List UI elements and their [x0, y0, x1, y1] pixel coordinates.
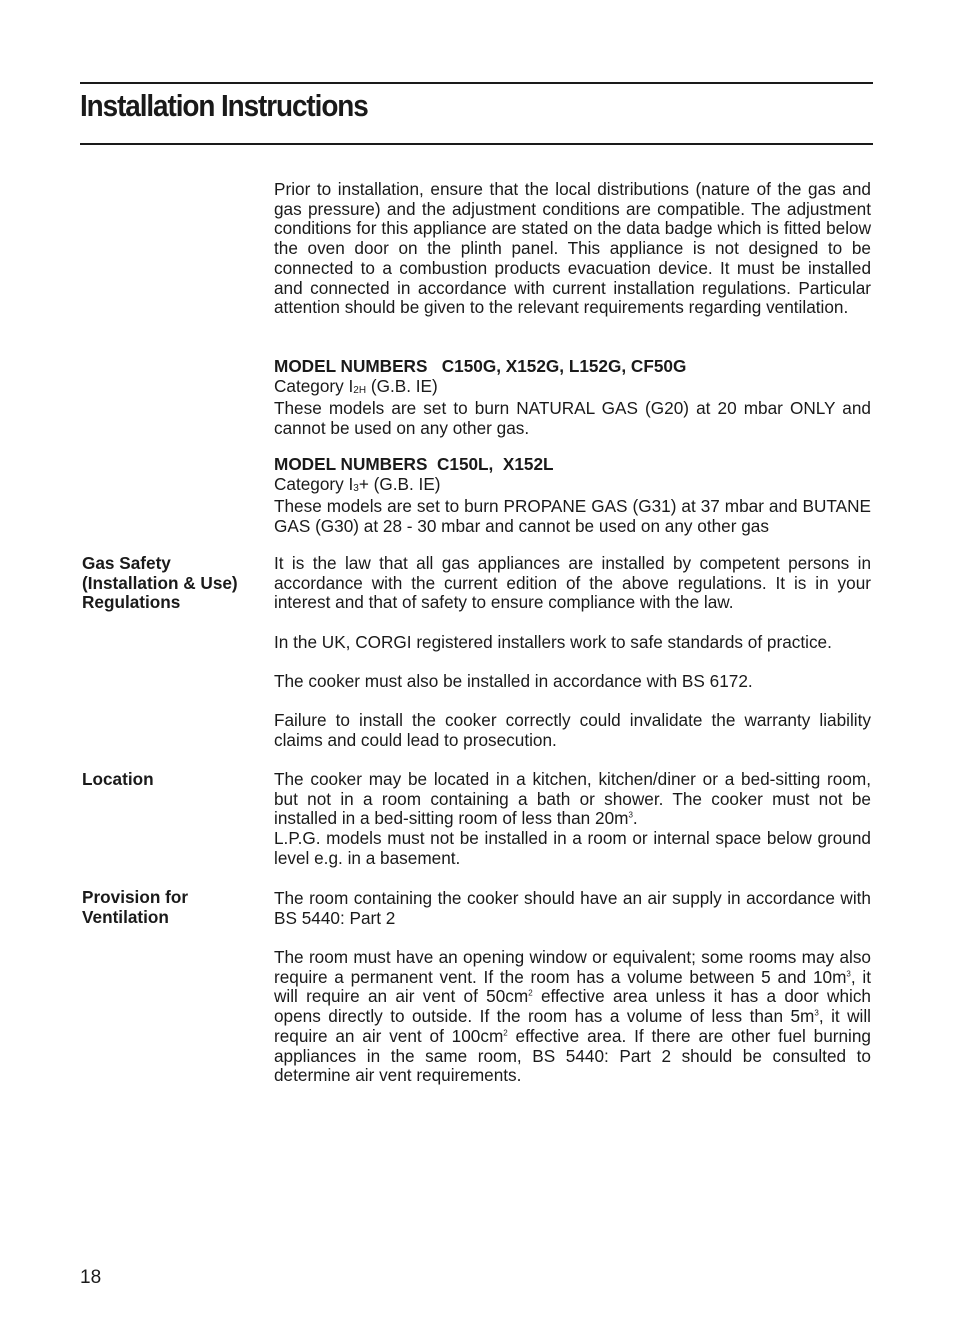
ventilation-text-part: , it will require an air vent of 100cm	[274, 1006, 871, 1046]
location-lpg-text: L.P.G. models must not be installed in a room or internal space below ground level e.g. in a basement.	[274, 828, 871, 868]
header-rule-bottom	[80, 143, 873, 145]
intro-paragraph: Prior to installation, ensure that the local distributions (nature of the gas and gas pressure) and the adjustment conditions are compatible. The adjustment conditions for this appliance are stated on the data badge which is fitted below the oven door on the plinth panel. This appliance is not designed to be connected to a combustion products evacuation device. It must be installed and connected in accordance with current installation regulations. Particular attention should be given to the relevant requirements regarding ventilation.	[274, 179, 871, 318]
location-paragraph	[274, 770, 871, 829]
location-text: .	[632, 808, 638, 829]
models-natural-gas-heading: MODEL NUMBERS C150G, X152G, L152G, CF50G	[274, 356, 687, 376]
models-lpg-heading: MODEL NUMBERS C150L, X152L	[274, 454, 554, 474]
header-rule-top	[80, 82, 873, 84]
ventilation-text	[274, 948, 871, 1086]
gas-safety-text: The cooker must also be installed in accordance with BS 6172.	[274, 671, 753, 691]
gas-safety-text: It is the law that all gas appliances are installed by competent persons in accordance with the current edition of the above regulations. It is in your interest and that of safety to ensure compliance with the law.	[274, 553, 871, 613]
superscript: 3	[814, 1008, 819, 1018]
models-natural-gas-category	[274, 377, 871, 400]
superscript: 2	[528, 988, 533, 998]
gas-safety-text: Failure to install the cooker correctly could invalidate the warranty liability claims and could lead to prosecution.	[274, 710, 871, 750]
ventilation-text-part: , it will require an air vent of 50cm	[274, 966, 871, 1007]
page-number: 18	[80, 1267, 102, 1288]
location-text: The cooker may be located in a kitchen, kitchen/diner or a bed-sitting room, but not in a room containing a bath or shower. The cooker must not be installed in a bed-sitting room of less than 20m	[274, 769, 871, 829]
category-prefix: Category I	[274, 375, 354, 396]
gas-safety-para-4	[274, 711, 871, 750]
ventilation-text-part: effective area unless it has a door which opens directly to outside. If the room has a volume of less than 5m	[274, 986, 871, 1027]
location-label: Location	[82, 769, 154, 789]
superscript: 3	[628, 810, 633, 820]
ventilation-para-1	[274, 889, 871, 928]
ventilation-text-part: effective area. If there are other fuel burning appliances in the same room, BS 5440: Part 2 should be consulted to determine air vent requirements.	[274, 1025, 871, 1086]
category-subscript: 3	[353, 482, 359, 494]
models-natural-gas-section	[274, 357, 871, 439]
ventilation-text-part: The room must have an opening window or equivalent; some rooms may also require a permanent vent. If the room has a volume between 5 and 10m	[274, 947, 871, 987]
intro-section	[274, 180, 871, 318]
gas-safety-text: In the UK, CORGI registered installers work to safe standards of practice.	[274, 632, 832, 652]
category-suffix: + (G.B. IE)	[358, 473, 441, 494]
category-subscript: 2H	[353, 384, 367, 396]
gas-safety-para-1	[274, 554, 871, 613]
page-title: Installation Instructions	[80, 88, 368, 123]
models-lpg-section	[274, 455, 871, 537]
ventilation-para-2	[274, 948, 871, 1086]
models-natural-gas-text: These models are set to burn NATURAL GAS (G20) at 20 mbar ONLY and cannot be used on any other gas.	[274, 398, 871, 439]
category-prefix: Category I	[274, 473, 354, 494]
superscript: 2	[503, 1028, 508, 1038]
gas-safety-label: Gas Safety (Installation & Use) Regulations	[82, 553, 238, 613]
superscript: 3	[846, 968, 851, 978]
gas-safety-para-2	[274, 633, 871, 653]
gas-safety-para-3	[274, 672, 871, 692]
models-lpg-category	[274, 475, 871, 498]
category-suffix: (G.B. IE)	[366, 375, 438, 396]
location-section	[274, 770, 871, 869]
ventilation-text: The room containing the cooker should have an air supply in accordance with BS 5440: Part 2	[274, 888, 871, 928]
models-lpg-text: These models are set to burn PROPANE GAS (G31) at 37 mbar and BUTANE GAS (G30) at 28 - 30 mbar and cannot be used on any other gas	[274, 496, 871, 537]
ventilation-label: Provision for Ventilation	[82, 887, 189, 927]
